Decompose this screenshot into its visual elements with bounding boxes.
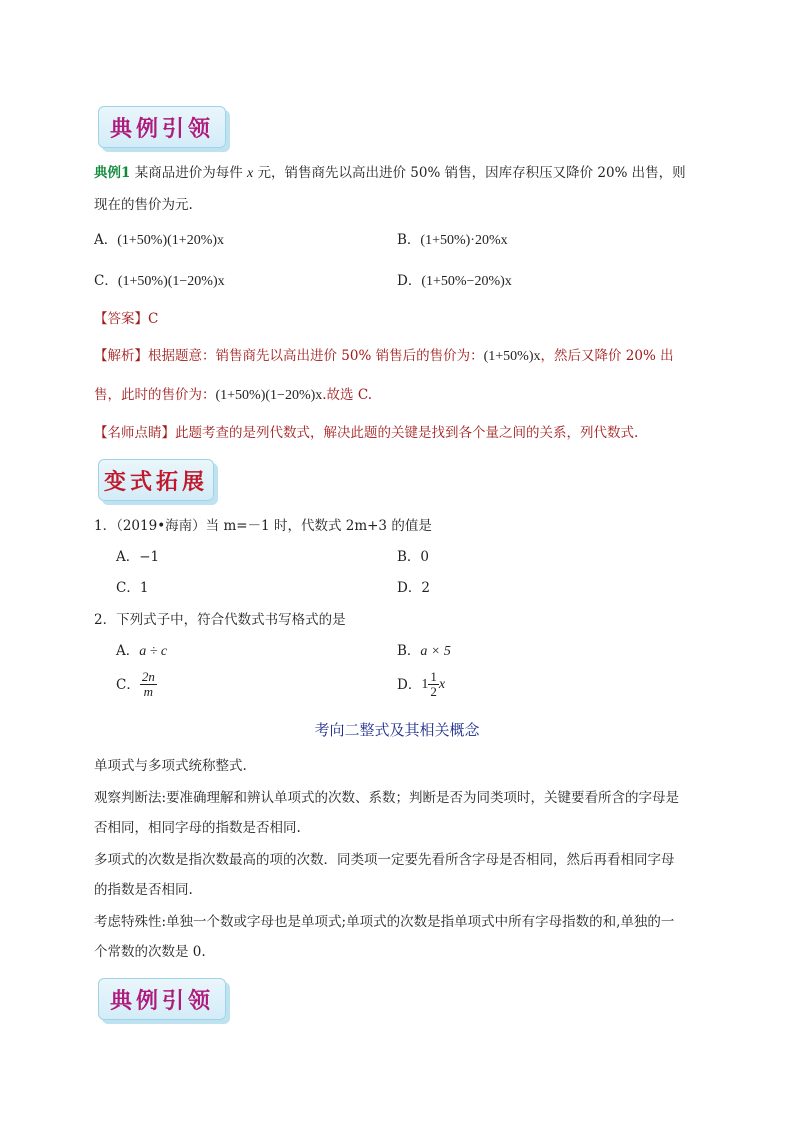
q2-option-d-denominator: 2: [430, 684, 437, 699]
example1-label: 典例1: [94, 165, 131, 181]
example1-option-c: [94, 271, 225, 292]
q2-option-c-fraction: [140, 670, 157, 699]
section-title: 考向二整式及其相关概念: [314, 721, 480, 739]
section2-p3-line2: 的指数是否相同.: [94, 882, 193, 898]
example1-comment: [94, 423, 638, 443]
example1-option-d: [397, 271, 512, 292]
example1-question-part-b: 元，销售商先以高出进价 50% 销售，因库存积压又降价 20% 出售，则: [253, 165, 686, 181]
section2-p4-line1: 考虑特殊性:单独一个数或字母也是单项式;单项式的次数是指单项式中所有字母指数的和,单独的一: [94, 914, 675, 930]
variant-q1-option-a: A．−1: [116, 549, 160, 565]
section2-p4-line2: 个常数的次数是 0.: [94, 944, 206, 960]
variant-q1-option-d: D．2: [397, 580, 430, 596]
option-b-label: B．: [397, 232, 421, 248]
q2-option-b-label: B．: [397, 643, 421, 659]
section2-p2-line2: 否相同，相同字母的指数是否相同.: [94, 820, 301, 836]
example1-option-a: [94, 230, 224, 251]
analysis-expr2: (1+50%)(1−20%)x: [215, 388, 323, 403]
analysis-text-c: 售，此时的售价为：: [94, 387, 216, 403]
analysis-text-d: .故选 C.: [322, 387, 372, 403]
answer-label: 【答案】: [94, 311, 148, 327]
q2-option-d-var: x: [438, 676, 446, 692]
q2-option-c-label: C．: [116, 676, 140, 693]
q2-option-d-whole: 1: [421, 676, 429, 692]
example-badge: 典例引领: [98, 106, 226, 148]
section2-p3-line1: 多项式的次数是指次数最高的项的次数．同类项一定要先看所含字母是否相同，然后再看相同字母: [94, 852, 675, 868]
example1-question-line2: 现在的售价为元.: [94, 197, 193, 213]
variant-badge: 变式拓展: [98, 459, 214, 501]
variant-q2-option-b: [397, 641, 451, 662]
option-a-expr: (1+50%)(1+20%)x: [117, 233, 225, 248]
q2-option-c-denominator: m: [143, 684, 154, 699]
q2-option-c-numerator: 2n: [141, 669, 155, 684]
analysis-text-a: 根据题意：销售商先以高出进价 50% 销售后的售价为：: [148, 348, 484, 364]
variant-q2-option-d: [397, 670, 445, 699]
variant-q2-option-c: [116, 670, 157, 699]
section2-p1: 单项式与多项式统称整式.: [94, 758, 247, 774]
example1-question-var: x: [247, 166, 254, 181]
example-badge-2: 典例引领: [98, 978, 226, 1020]
variant-q1-option-c: C．1: [116, 580, 149, 596]
example1-analysis-line1: [94, 346, 674, 367]
example1-question-part-a: 某商品进价为每件: [130, 165, 247, 181]
variant-q1: 1．（2019•海南）当 m=－1 时，代数式 2m+3 的值是: [94, 518, 432, 534]
analysis-text-b: ，然后又降价 20% 出: [540, 348, 674, 364]
q2-option-a-expr: a ÷ c: [139, 644, 168, 659]
q2-option-d-numerator: 1: [430, 669, 437, 684]
q2-option-d-fraction: [428, 670, 439, 699]
option-a-label: A．: [94, 232, 118, 248]
option-c-expr: (1+50%)(1−20%)x: [117, 274, 225, 289]
example1-answer: [94, 309, 158, 329]
analysis-label: 【解析】: [94, 348, 148, 364]
answer-value: C: [148, 311, 159, 327]
example1-question-line1: [94, 163, 686, 184]
example1-analysis-line2: [94, 385, 372, 406]
option-d-expr: (1+50%−20%)x: [421, 274, 512, 289]
variant-q2: 2．下列式子中，符合代数式书写格式的是: [94, 612, 346, 628]
option-c-label: C．: [94, 273, 118, 289]
option-d-label: D．: [397, 273, 422, 289]
q2-option-a-label: A．: [116, 643, 140, 659]
section2-p2-line1: 观察判断法:要准确理解和辨认单项式的次数、系数；判断是否为同类项时，关键要看所含的字母是: [94, 790, 680, 806]
example1-option-b: [397, 230, 508, 251]
analysis-expr1: (1+50%)x: [483, 349, 541, 364]
comment-text: 此题考查的是列代数式，解决此题的关键是找到各个量之间的关系，列代数式.: [175, 425, 639, 441]
q2-option-d-label: D．: [397, 676, 422, 693]
variant-q2-option-a: [116, 641, 167, 662]
variant-q1-option-b: B．0: [397, 549, 430, 565]
comment-label: 【名师点睛】: [94, 425, 175, 441]
option-b-expr: (1+50%)·20%x: [420, 233, 508, 248]
q2-option-b-expr: a × 5: [420, 644, 451, 659]
